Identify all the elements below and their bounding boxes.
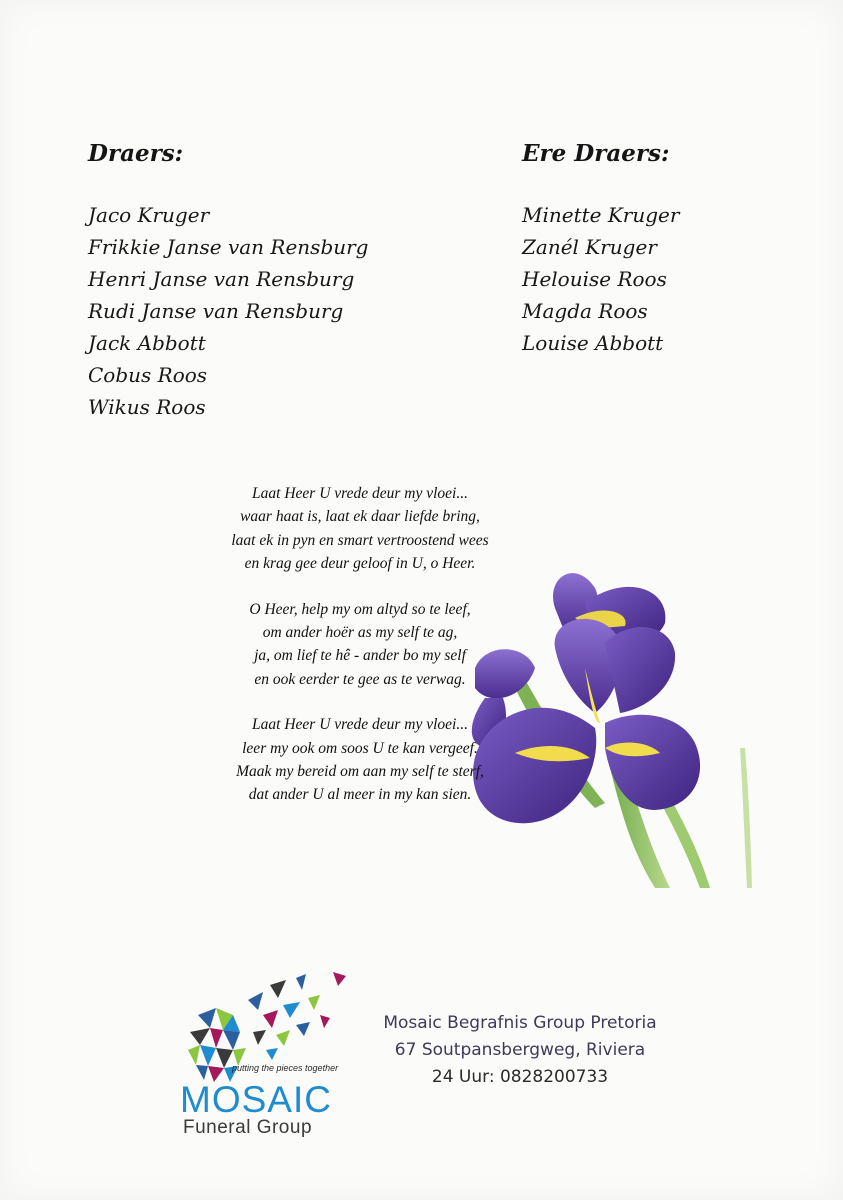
bearer-name: Rudi Janse van Rensburg [88,299,344,323]
poem-line: om ander hoër as my self te ag, [262,624,458,642]
honorary-bearer-name: Helouise Roos [522,267,667,291]
poem-line: dat ander U al meer in my kan sien. [248,786,472,804]
poem-stanza [160,482,560,576]
bearer-name: Henri Janse van Rensburg [88,267,355,291]
poem-line: Laat Heer U vrede deur my vloei... [252,485,468,502]
poem-line: Maak my bereid om aan my self te sterf, [236,763,484,781]
honorary-bearer-name: Magda Roos [522,299,648,323]
honorary-bearer-name: Louise Abbott [522,331,664,355]
bearer-name: Cobus Roos [88,363,208,387]
poem-stanza [160,713,560,807]
contact-block [350,1010,690,1091]
poem-line: leer my ook om soos U te kan vergeef. [242,739,478,757]
honorary-bearers-list [522,199,679,359]
bearer-name: Jaco Kruger [88,203,210,227]
poem-line: laat ek in pyn en smart vertroostend wees [231,531,489,549]
poem-line: waar haat is, laat ek daar liefde bring, [240,508,480,526]
company-name: Mosaic Begrafnis Group Pretoria [383,1013,657,1033]
honorary-bearers-heading: Ere Draers: [522,140,670,167]
poem-stanza [160,598,560,692]
bearer-name: Frikkie Janse van Rensburg [88,235,369,259]
company-address: 67 Soutpansbergweg, Riviera [394,1040,646,1060]
honorary-bearer-name: Minette Kruger [522,203,680,227]
poem-line: O Heer, help my om altyd so te leef, [249,600,471,618]
poem-line: ja, om lief te hê - ander bo my self [254,647,466,665]
bearer-name: Jack Abbott [88,331,206,355]
poem [160,482,560,829]
bearers-heading: Draers: [88,140,184,167]
poem-line: en ook eerder te gee as te verwag. [254,670,466,688]
poem-line: en krag gee deur geloof in U, o Heer. [244,555,476,573]
logo-brand-name: MOSAIC [180,1079,332,1120]
company-phone: 24 Uur: 0828200733 [431,1067,609,1087]
logo-tagline: putting the pieces together [232,1063,339,1073]
bearer-name: Wikus Roos [88,395,206,419]
bearers-list [88,199,369,423]
honorary-bearer-name: Zanél Kruger [522,235,657,259]
logo-subbrand: Funeral Group [183,1117,313,1138]
poem-line: Laat Heer U vrede deur my vloei... [252,716,468,734]
